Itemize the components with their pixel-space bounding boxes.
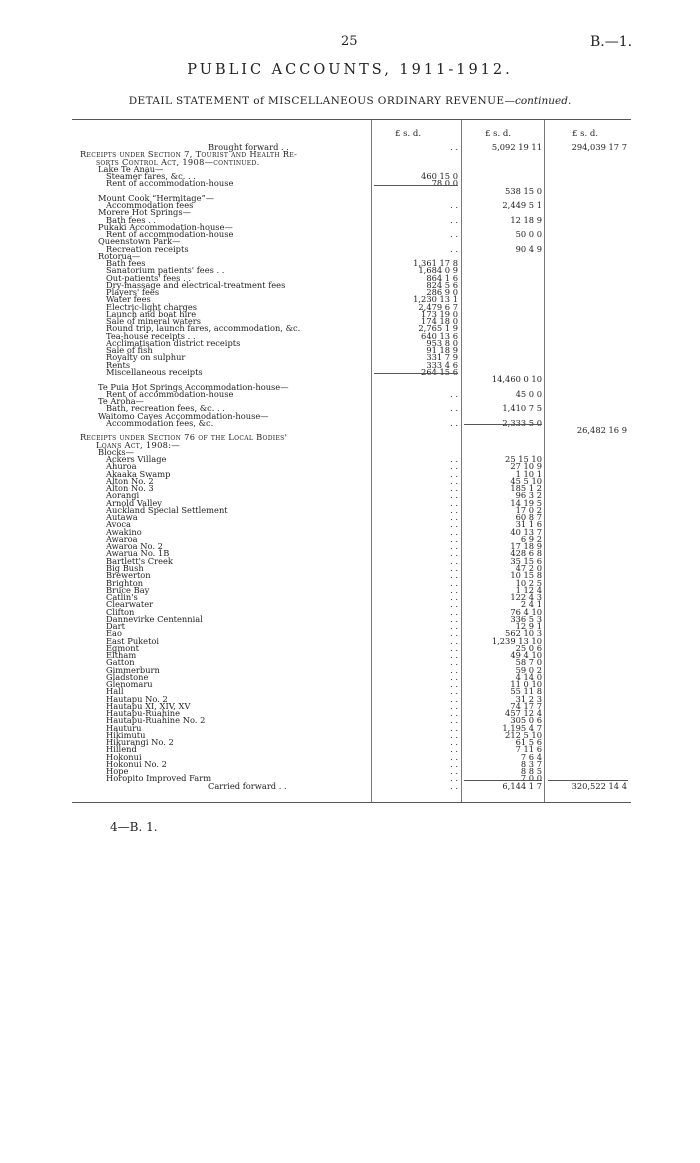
amount-v2: 4 14 0	[515, 671, 542, 682]
row-label: Acclimatisation district receipts	[106, 337, 241, 348]
amount-v2: 12 18 9	[510, 214, 542, 225]
amount-v1: . .	[450, 657, 458, 668]
row-label: Out-patients' fees . .	[106, 272, 191, 283]
amount-v2: 17 18 9	[510, 541, 542, 552]
row-label: Loans Act, 1908:—	[96, 439, 180, 450]
amount-v1: . .	[450, 541, 458, 552]
amount-v2: 55 11 8	[510, 686, 542, 697]
amount-v2: 336 5 3	[510, 613, 542, 624]
amount-v1: 824 5 6	[426, 279, 458, 290]
subtitle-main: DETAIL STATEMENT of MISCELLANEOUS ORDINARY REVENUE	[128, 95, 505, 107]
amount-v2: 5,092 19 11	[491, 142, 542, 152]
amount-v2: 25 15 10	[505, 454, 542, 465]
statement-table	[72, 119, 631, 803]
amount-v1: . .	[450, 650, 458, 661]
amount-v1: . .	[450, 729, 458, 740]
row-label: Hall	[106, 686, 124, 697]
row-label: Hikurangi No. 2	[106, 737, 174, 748]
row-label: Recreation receipts	[106, 243, 189, 254]
amount-v1: 333 4 6	[426, 359, 458, 370]
row-label: Accommodation fees, &c.	[106, 417, 214, 428]
amount-v2: 457 12 4	[505, 708, 542, 719]
row-label: Gimmerburn	[106, 664, 160, 675]
amount-v1: 864 1 6	[426, 272, 458, 283]
amount-v2: 50 0 0	[515, 229, 542, 240]
amount-v3: 320,522 14 4	[571, 780, 627, 791]
amount-v1: . .	[450, 584, 458, 595]
row-label: Egmont	[106, 642, 139, 653]
amount-v1: 78 0 0	[431, 178, 458, 189]
amount-v1: 953 8 0	[426, 337, 458, 348]
row-label: Rent of accommodation-house	[106, 229, 234, 240]
row-label: Hautapu-Ruahine	[106, 708, 181, 719]
amount-v2: 31 1 6	[515, 519, 542, 530]
row-label: Blocks—	[98, 446, 134, 457]
row-label: Hokonui No. 2	[106, 758, 167, 769]
row-label: Royalty on sulphur	[106, 352, 186, 363]
row-label: Accommodation fees	[106, 200, 194, 211]
amount-v1: . .	[450, 548, 458, 559]
amount-v1: . .	[450, 686, 458, 697]
amount-v1: . .	[450, 533, 458, 544]
row-label: Miscellaneous receipts	[106, 367, 203, 377]
amount-v1: 264 15 6	[421, 367, 458, 377]
amount-v1: . .	[450, 751, 458, 762]
amount-v1: . .	[450, 417, 458, 428]
amount-v2: 96 3 2	[515, 490, 542, 501]
amount-v2: 31 2 3	[515, 693, 542, 704]
amount-v1: . .	[450, 526, 458, 537]
amount-v2: 45 0 0	[515, 388, 542, 399]
row-label: Awarua No. 1B	[106, 548, 170, 559]
subtitle-suffix: —continued.	[504, 95, 572, 107]
row-label: Lake Te Anau—	[98, 163, 164, 174]
amount-v2: 14 19 5	[510, 497, 542, 508]
subtotal-rule	[374, 373, 458, 374]
amount-v1: . .	[450, 766, 458, 777]
page-title: PUBLIC ACCOUNTS, 1911-1912.	[187, 62, 513, 78]
amount-v1: . .	[450, 664, 458, 675]
row-label: Clifton	[106, 606, 135, 617]
amount-v2: 2,333 5 0	[502, 417, 542, 428]
column-header: £ s. d.	[572, 129, 599, 139]
row-label: Akaaka Swamp	[106, 468, 171, 479]
amount-v2: 90 4 9	[515, 243, 542, 254]
amount-v1: 331 7 9	[426, 352, 458, 363]
row-label: Hauturu	[106, 722, 142, 733]
amount-v2: 428 6 8	[510, 548, 542, 559]
row-label: Receipts under Section 76 of the Local Bodies'	[80, 432, 288, 443]
amount-v1: 1,230 13 1	[413, 294, 458, 305]
amount-v1: . .	[450, 142, 458, 152]
amount-v2: 74 17 7	[510, 700, 542, 711]
amount-v2: 1 10 1	[515, 468, 542, 479]
row-label: Pukaki Accommodation-house—	[98, 221, 233, 232]
amount-v2: 47 2 0	[515, 562, 542, 573]
amount-v2: 7 0 0	[520, 773, 542, 784]
amount-v1: . .	[450, 744, 458, 755]
row-label: Players' fees	[106, 287, 160, 298]
row-label: Awaroa	[106, 533, 138, 544]
amount-v1: . .	[450, 483, 458, 494]
row-label: Avoca	[106, 519, 131, 530]
ledger-row	[72, 781, 631, 791]
amount-v2: 2 4 1	[520, 599, 542, 610]
amount-v1: 174 18 0	[421, 316, 458, 327]
row-label: Horopito Improved Farm	[106, 773, 212, 784]
amount-v1: 2,765 1 9	[418, 323, 458, 334]
amount-v2: 59 0 2	[515, 664, 542, 675]
amount-v1: . .	[450, 497, 458, 508]
amount-v2: 1,195 4 7	[502, 722, 542, 733]
row-label: Dannevirke Centennial	[106, 613, 203, 624]
amount-v1: . .	[450, 555, 458, 566]
row-label: Receipts under Section 7, Tourist and Health Re-	[80, 149, 298, 160]
row-label: Bath, recreation fees, &c. . .	[106, 403, 225, 414]
row-label: Eao	[106, 628, 122, 639]
amount-v1: . .	[450, 562, 458, 573]
amount-v2: 6 9 2	[520, 533, 542, 544]
amount-v1: . .	[450, 468, 458, 479]
row-label: Sale of fish	[106, 345, 153, 356]
amount-v1: . .	[450, 708, 458, 719]
amount-v1: . .	[450, 454, 458, 465]
row-label: Carried forward . .	[208, 780, 287, 791]
amount-v2: 1,239 13 10	[491, 635, 542, 646]
amount-v1: . .	[450, 693, 458, 704]
amount-v1: 460 15 0	[421, 171, 458, 182]
row-label: Gladstone	[106, 671, 149, 682]
row-label: Tea-house receipts . .	[106, 330, 196, 341]
row-label: Hillend	[106, 744, 137, 755]
amount-v1: . .	[450, 388, 458, 399]
amount-v2: 305 0 6	[510, 715, 542, 726]
amount-v1: . .	[450, 200, 458, 211]
row-label: Hautapu No. 2	[106, 693, 168, 704]
subtotal-rule	[464, 424, 542, 425]
row-label: Mount Cook “Hermitage”—	[98, 192, 215, 203]
row-label: Waitomo Caves Accommodation-house—	[98, 410, 269, 421]
subtotal-rule	[548, 780, 628, 781]
row-label: Sale of mineral waters	[106, 316, 202, 327]
amount-v2: 60 8 7	[515, 512, 542, 523]
row-label: Rents	[106, 359, 131, 370]
row-label: Launch and boat hire	[106, 308, 197, 319]
amount-v1: . .	[450, 635, 458, 646]
row-label: Hautapu XI, XIV, XV	[106, 700, 191, 711]
amount-v2: 8 3 7	[520, 758, 542, 769]
amount-v1: 173 19 0	[421, 308, 458, 319]
amount-v1: . .	[450, 577, 458, 588]
amount-v1: 286 9 0	[426, 287, 458, 298]
row-label: Rotorua—	[98, 250, 141, 261]
amount-v2: 35 15 6	[510, 555, 542, 566]
row-label: Ahuroa	[106, 461, 137, 472]
amount-v1: . .	[450, 243, 458, 254]
column-header: £ s. d.	[485, 129, 512, 139]
row-label: Te Aroha—	[98, 396, 144, 407]
amount-v1: . .	[450, 606, 458, 617]
row-label: Dart	[106, 621, 125, 632]
row-label: Alton No. 2	[106, 475, 154, 486]
amount-v2: 7 11 6	[515, 744, 542, 755]
row-label: Hope	[106, 766, 129, 777]
amount-v2: 10 2 5	[515, 577, 542, 588]
amount-v1: . .	[450, 519, 458, 530]
amount-v2: 58 7 0	[515, 657, 542, 668]
amount-v1: . .	[450, 570, 458, 581]
amount-v2: 7 6 4	[520, 751, 542, 762]
amount-v1: . .	[450, 504, 458, 515]
amount-v2: 185 1 2	[510, 483, 542, 494]
amount-v2: 12 9 1	[515, 621, 542, 632]
amount-v1: 2,479 6 7	[418, 301, 458, 312]
amount-v1: . .	[450, 679, 458, 690]
amount-v1: . .	[450, 599, 458, 610]
row-label: Brewerton	[106, 570, 151, 581]
amount-v2: 1 12 4	[515, 584, 542, 595]
row-label: Rent of accommodation-house	[106, 178, 234, 189]
amount-v2: 1,410 7 5	[502, 403, 542, 414]
row-label: Te Puia Hot Springs Accommodation-house—	[98, 381, 289, 392]
amount-v1: . .	[450, 461, 458, 472]
amount-v2: 2,449 5 1	[502, 200, 542, 211]
row-label: Gatton	[106, 657, 135, 668]
row-label: Round trip, launch fares, accommodation, &c.	[106, 323, 301, 334]
amount-v2: 76 4 10	[510, 606, 542, 617]
row-label: Awakino	[106, 526, 142, 537]
row-label: Ackers Village	[106, 454, 167, 465]
row-label: Awaroa No. 2	[106, 541, 163, 552]
amount-v1: 1,684 0 9	[418, 265, 458, 276]
subtotal-rule	[464, 780, 542, 781]
amount-v1: . .	[450, 621, 458, 632]
subtotal-rule	[374, 185, 458, 186]
row-label: Water fees	[106, 294, 151, 305]
amount-v2: 45 5 10	[510, 475, 542, 486]
row-label: Brought forward . .	[208, 142, 289, 152]
amount-v2: 27 10 9	[510, 461, 542, 472]
page-reference: B.—1.	[590, 34, 633, 50]
row-label: sorts Control Act, 1908—continued.	[96, 156, 260, 167]
amount-v1: . .	[450, 490, 458, 501]
footer-reference: 4—B. 1.	[110, 820, 158, 834]
amount-v2: 562 10 3	[505, 628, 542, 639]
row-label: Big Bush	[106, 562, 144, 573]
amount-v1: . .	[450, 475, 458, 486]
row-label: Dry-massage and electrical-treatment fees	[106, 279, 286, 290]
row-label: Bartlett's Creek	[106, 555, 173, 566]
amount-v2: 538 15 0	[505, 185, 542, 196]
page-subtitle	[0, 95, 700, 107]
amount-v2: 122 4 3	[510, 592, 542, 603]
row-label: Electric-light charges	[106, 301, 197, 312]
amount-v1: . .	[450, 737, 458, 748]
row-label: Glenomaru	[106, 679, 153, 690]
row-label: Arnold Valley	[106, 497, 162, 508]
column-header: £ s. d.	[395, 129, 422, 139]
amount-v1: . .	[450, 613, 458, 624]
row-label: Alton No. 3	[106, 483, 154, 494]
amount-v3: 294,039 17 7	[571, 142, 627, 152]
row-label: East Puketoi	[106, 635, 160, 646]
amount-v2: 11 0 10	[510, 679, 542, 690]
amount-v1: . .	[450, 722, 458, 733]
amount-v1: . .	[450, 214, 458, 225]
row-label: Rent of accommodation-house	[106, 388, 234, 399]
amount-v1: . .	[450, 671, 458, 682]
row-label: Aorangi	[106, 490, 140, 501]
amount-v1: . .	[450, 758, 458, 769]
row-label: Hokonui	[106, 751, 142, 762]
amount-v2: 49 4 10	[510, 650, 542, 661]
row-label: Autawa	[106, 512, 138, 523]
row-label: Queenstown Park—	[98, 236, 181, 247]
amount-v1: . .	[450, 715, 458, 726]
row-label: Bath fees . .	[106, 214, 157, 225]
amount-v2: 8 8 5	[520, 766, 542, 777]
amount-v1: 640 13 6	[421, 330, 458, 341]
amount-v1: . .	[450, 773, 458, 784]
amount-v1: . .	[450, 403, 458, 414]
amount-v2: 25 0 6	[515, 642, 542, 653]
row-label: Bath fees	[106, 258, 146, 269]
row-label: Eltham	[106, 650, 137, 661]
amount-v2: 40 13 7	[510, 526, 542, 537]
amount-v1: . .	[450, 642, 458, 653]
amount-v1: . .	[450, 780, 458, 791]
amount-v2: 6,144 1 7	[502, 780, 542, 791]
amount-v1: . .	[450, 592, 458, 603]
row-label: Hikimutu	[106, 729, 146, 740]
row-label: Steamer fares, &c. . .	[106, 171, 196, 182]
amount-v1: 91 18 9	[426, 345, 458, 356]
amount-v3: 26,482 16 9	[576, 425, 627, 436]
row-label: Bruce Bay	[106, 584, 150, 595]
amount-v1: . .	[450, 512, 458, 523]
row-label: Brighton	[106, 577, 144, 588]
amount-v1: . .	[450, 700, 458, 711]
amount-v1: . .	[450, 229, 458, 240]
page-number: 25	[341, 34, 358, 49]
row-label: Auckland Special Settlement	[106, 504, 228, 515]
amount-v2: 17 0 2	[515, 504, 542, 515]
row-label: Clearwater	[106, 599, 154, 610]
row-label: Sanatorium patients' fees . .	[106, 265, 225, 276]
amount-v1: 1,361 17 8	[413, 258, 458, 269]
amount-v2: 14,460 0 10	[491, 374, 542, 385]
amount-v2: 212 5 10	[505, 729, 542, 740]
amount-v2: 61 5 6	[515, 737, 542, 748]
amount-v2: 10 15 8	[510, 570, 542, 581]
row-label: Hautapu-Ruahine No. 2	[106, 715, 206, 726]
amount-v1: . .	[450, 628, 458, 639]
row-label: Morere Hot Springs—	[98, 207, 191, 218]
row-label: Catlin's	[106, 592, 138, 603]
